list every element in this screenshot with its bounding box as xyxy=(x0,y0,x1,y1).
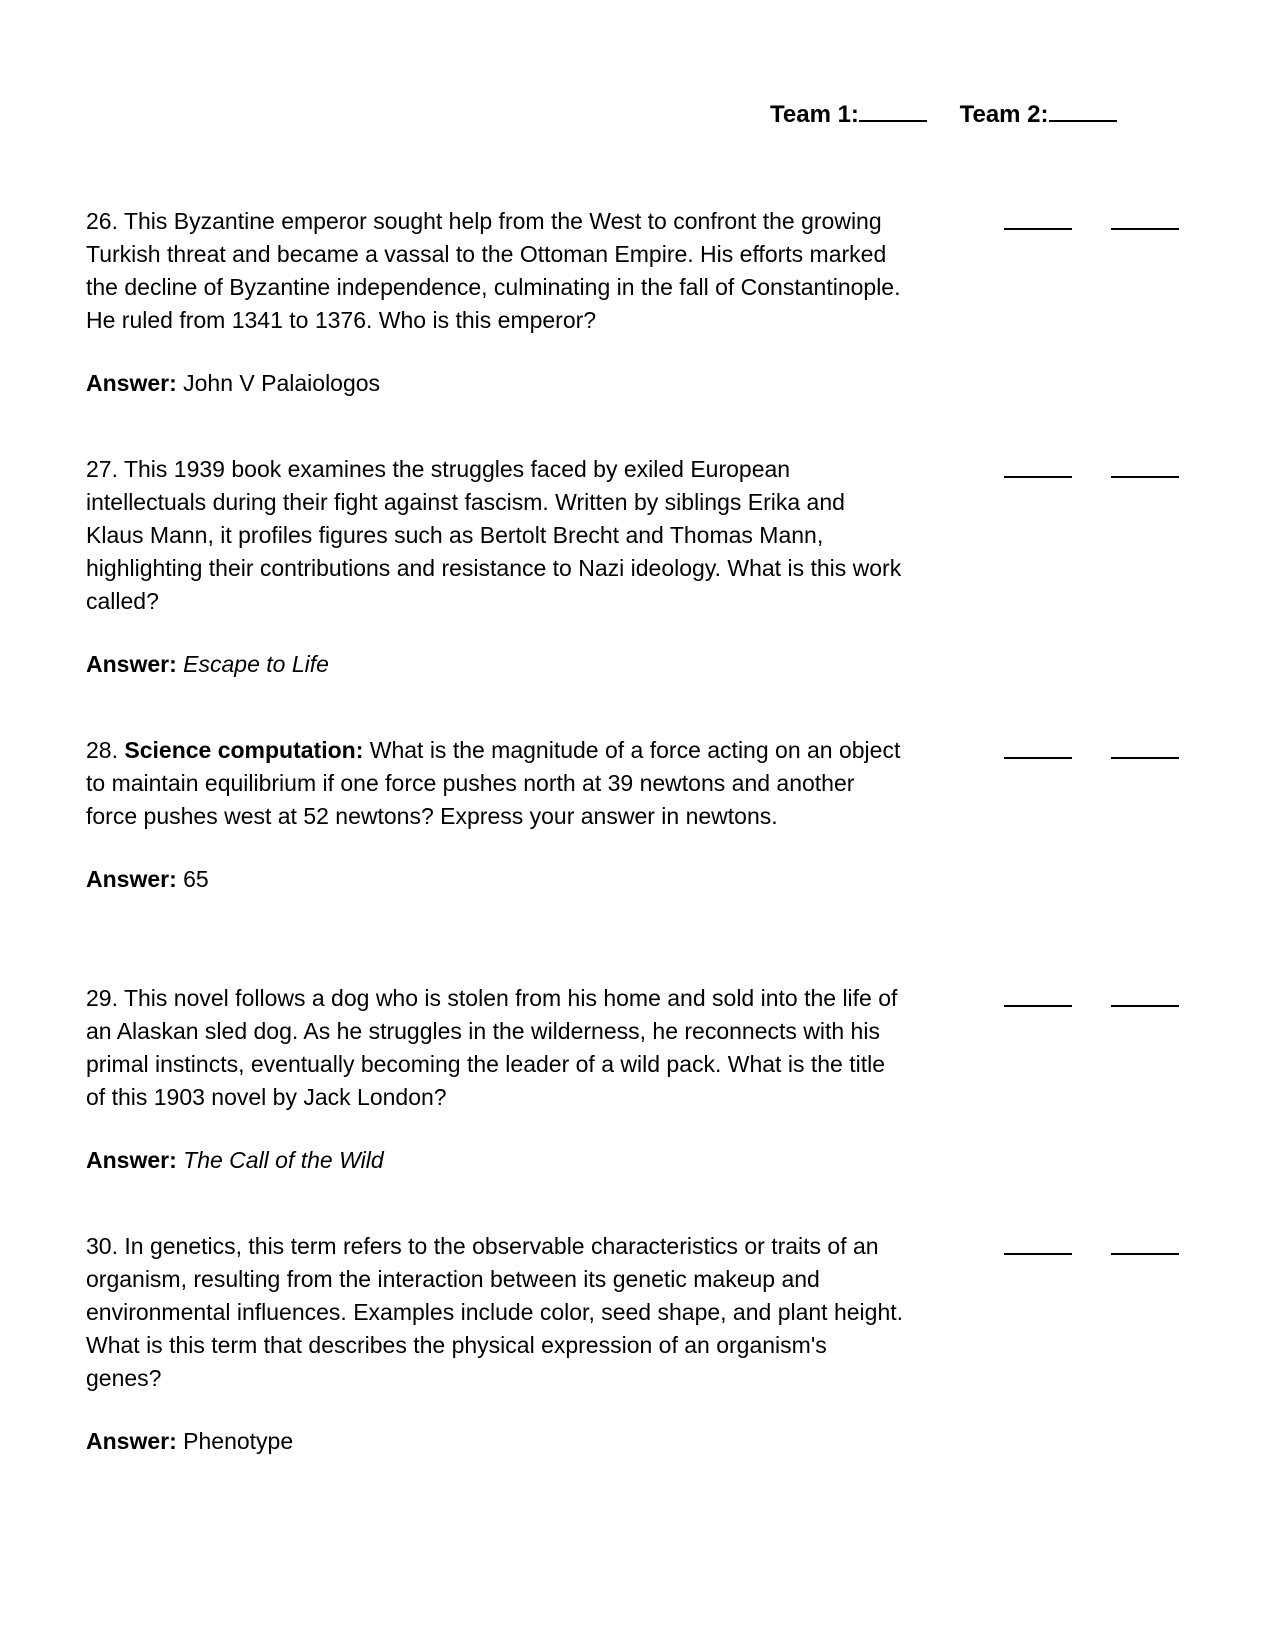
question-number: 29. xyxy=(86,985,118,1011)
team-score-header xyxy=(770,100,1117,129)
score-blanks-30 xyxy=(1004,1235,1184,1255)
answer-label: Answer: xyxy=(86,370,177,396)
question-body: What is the magnitude of a force acting on an object to maintain equilibrium if one force pushes north at 39 newtons and another force pushes west at 52 newtons? Express your answer in newtons. xyxy=(86,737,901,829)
team1-label: Team 1: xyxy=(770,100,927,129)
answer-line xyxy=(86,367,906,400)
question-number: 30. xyxy=(86,1233,118,1259)
answer-label: Answer: xyxy=(86,1428,177,1454)
question-category: Science computation: xyxy=(124,737,364,763)
team1-score-blank xyxy=(1004,458,1072,478)
team2-label: Team 2: xyxy=(960,100,1117,129)
answer-value: 65 xyxy=(176,866,209,892)
question-30 xyxy=(86,1230,906,1458)
team2-score-blank xyxy=(1049,100,1117,122)
answer-line xyxy=(86,648,906,681)
score-blanks-29 xyxy=(1004,987,1184,1007)
team1-score-blank xyxy=(1004,987,1072,1007)
team2-score-blank xyxy=(1111,739,1179,759)
question-text xyxy=(86,734,906,833)
answer-value: Escape to Life xyxy=(183,651,329,677)
question-body: This novel follows a dog who is stolen from his home and sold into the life of an Alaskan sled dog. As he struggles in the wilderness, he reconnects with his primal instincts, eventually becoming the leader of a wild pack. What is the title of this 1903 novel by Jack London? xyxy=(86,985,898,1110)
question-28 xyxy=(86,734,906,896)
question-text xyxy=(86,1230,906,1395)
score-blanks-26 xyxy=(1004,210,1184,230)
question-number: 28. xyxy=(86,737,118,763)
team2-score-blank xyxy=(1111,987,1179,1007)
question-number: 27. xyxy=(86,456,118,482)
answer-value: The Call of the Wild xyxy=(183,1147,384,1173)
team1-score-blank xyxy=(1004,1235,1072,1255)
question-27 xyxy=(86,453,906,681)
answer-line xyxy=(86,863,906,896)
question-number: 26. xyxy=(86,208,118,234)
question-26 xyxy=(86,205,906,400)
team2-score-blank xyxy=(1111,1235,1179,1255)
answer-line xyxy=(86,1425,906,1458)
answer-label: Answer: xyxy=(86,651,177,677)
question-body: In genetics, this term refers to the observable characteristics or traits of an organism, resulting from the interaction between its genetic makeup and environmental influences. Examples include color, seed shape, and plant height. What is this term that describes the physical expression of an organism's genes? xyxy=(86,1233,904,1391)
question-body: This Byzantine emperor sought help from the West to confront the growing Turkish threat and became a vassal to the Ottoman Empire. His efforts marked the decline of Byzantine independence, culminating in the fall of Constantinople. He ruled from 1341 to 1376. Who is this emperor? xyxy=(86,208,901,333)
question-text xyxy=(86,982,906,1114)
score-blanks-28 xyxy=(1004,739,1184,759)
score-blanks-27 xyxy=(1004,458,1184,478)
team1-score-blank xyxy=(859,100,927,122)
question-text xyxy=(86,453,906,618)
team2-score-blank xyxy=(1111,210,1179,230)
team1-score-blank xyxy=(1004,210,1072,230)
answer-label: Answer: xyxy=(86,1147,177,1173)
question-body: This 1939 book examines the struggles faced by exiled European intellectuals during their fight against fascism. Written by siblings Erika and Klaus Mann, it profiles figures such as Bertolt Brecht and Thomas Mann, highlighting their contributions and resistance to Nazi ideology. What is this work called? xyxy=(86,456,902,614)
question-29 xyxy=(86,982,906,1177)
answer-value: Phenotype xyxy=(176,1428,294,1454)
team2-score-blank xyxy=(1111,458,1179,478)
answer-label: Answer: xyxy=(86,866,177,892)
team1-score-blank xyxy=(1004,739,1072,759)
answer-value: John V Palaiologos xyxy=(176,370,381,396)
answer-line xyxy=(86,1144,906,1177)
question-text xyxy=(86,205,906,337)
